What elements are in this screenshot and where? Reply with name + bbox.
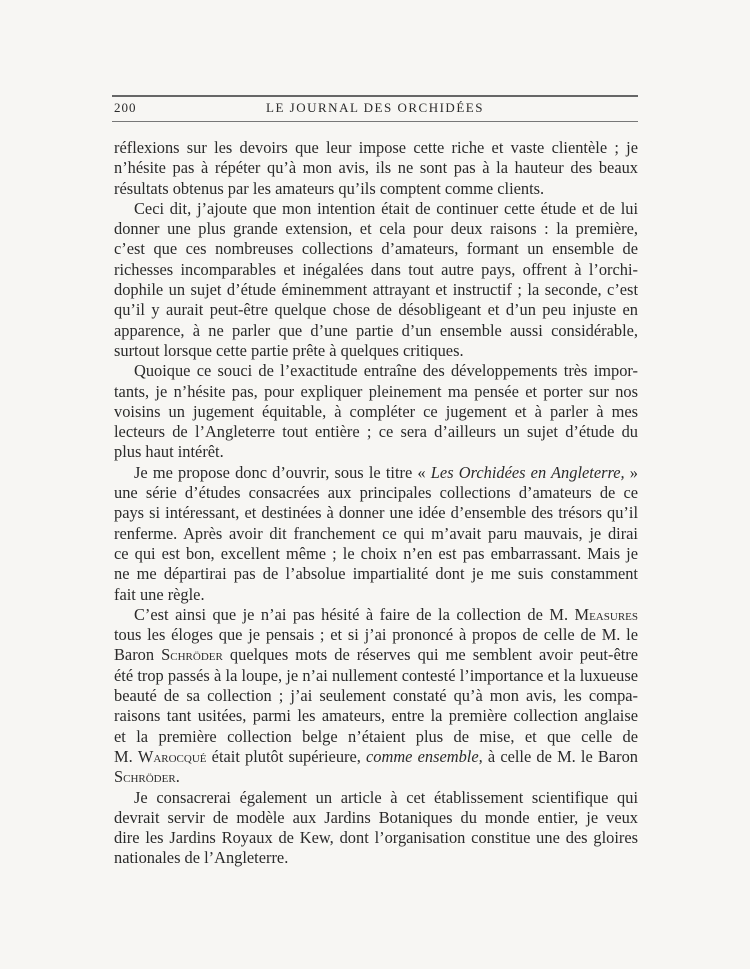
paragraph (114, 788, 638, 869)
running-title: LE JOURNAL DES ORCHIDÉES (266, 100, 484, 115)
article-body (114, 138, 638, 869)
text-segment: Je me propose donc d’ouvrir, sous le titre « (134, 462, 431, 482)
text-line: c’est que ces nombreuses collections d’amateurs, formant un ensemble de (114, 239, 638, 259)
text-segment: à celle de M. le Baron (482, 746, 638, 766)
text-line: nationales de l’Angleterre. (114, 848, 289, 868)
text-line: plus haut intérêt. (114, 442, 224, 462)
text-segment: quelques mots de réserves qui me semblent avoir peut-être (222, 645, 639, 665)
text-line: réflexions sur les devoirs que leur impose cette riche et vaste clientèle ; je (114, 138, 638, 157)
text-line: Ceci dit, j’ajoute que mon intention était de continuer cette étude et de lui (134, 198, 638, 218)
text-line: renferme. Après avoir dit franchement ce qui m’avait paru mauvais, je dirai (114, 523, 638, 543)
text-line: apparence, à ne parler que d’une partie d’un ensemble aussi considérable, (114, 320, 638, 340)
text-line: et la première collection belge n’étaient plus de mise, et que celle de (114, 726, 638, 746)
text-line (114, 605, 638, 625)
text-line: Je consacrerai également un article à cet établissement scientifique qui (134, 787, 638, 807)
text-line: surtout lorsque cette partie prête à quelques critiques. (114, 340, 464, 360)
page-number: 200 (114, 100, 137, 115)
small-caps-name: Measures (574, 604, 638, 624)
text-line: dire les Jardins Royaux de Kew, dont l’organisation constitue une des gloires (114, 828, 638, 848)
text-segment: était plutôt supérieure, (206, 746, 367, 766)
text-line: qu’il y aurait peut-être quelque chose de désobligeant et d’un peu injuste en (114, 300, 638, 320)
text-line (114, 463, 638, 483)
paragraph (114, 199, 638, 361)
text-line: voisins un jugement équitable, à compléter ce jugement et à parler à mes (114, 401, 638, 421)
text-line: raisons tant usitées, parmi les amateurs, entre la première collection anglaise (114, 706, 638, 726)
text-line: tous les éloges que je pensais ; et si j’ai prononcé à propos de celle de M. le (114, 625, 638, 645)
text-line: ce qui est bon, excellent même ; le choix n’en est pas embarrassant. Mais je (114, 543, 638, 563)
text-line: lecteurs de l’Angleterre tout entière ; ce sera d’ailleurs un sujet d’étude du (114, 422, 638, 442)
text-segment: C’est ainsi que je n’ai pas hésité à faire de la collection de M. (134, 604, 575, 624)
header-rule-bottom (112, 121, 638, 122)
text-segment: Baron (114, 645, 162, 665)
text-line: Quoique ce souci de l’exactitude entraîne des développements très impor- (134, 361, 638, 381)
text-line: été trop passés à la loupe, je n’ai nullement contesté l’importance et la luxueuse (114, 665, 638, 685)
text-segment: » (624, 462, 639, 482)
text-line (114, 747, 638, 767)
text-line (114, 767, 638, 787)
text-line: tants, je n’hésite pas, pour expliquer pleinement ma pensée et porter sur nos (114, 381, 638, 401)
paragraph (114, 138, 638, 199)
text-line: devrait servir de modèle aux Jardins Botaniques du monde entier, je veux (114, 807, 638, 827)
text-line: pays si intéressant, et destinées à donner une idée d’ensemble des trésors qu’il (114, 503, 638, 523)
italic-text: comme ensemble, (366, 746, 483, 766)
header-rule-top (112, 95, 638, 97)
paragraph (114, 463, 638, 605)
text-line: une série d’études consacrées aux principales collections d’amateurs de ce (114, 483, 638, 503)
paragraph (114, 605, 638, 788)
text-line: dophile un sujet d’étude éminemment attrayant et instructif ; la seconde, c’est (114, 280, 638, 300)
small-caps-name: Warocqué (137, 746, 207, 766)
text-segment: . (175, 767, 180, 787)
text-line (114, 645, 638, 665)
text-line: n’hésite pas à répéter qu’à mon avis, ils ne sont pas à la hauteur des beaux (114, 158, 638, 178)
text-line: beauté de sa collection ; j’ai seulement constaté qu’à mon avis, les compa- (114, 686, 638, 706)
text-line: fait une règle. (114, 584, 205, 604)
text-line: ne me départirai pas de l’absolue impartialité dont je me suis constamment (114, 564, 638, 584)
text-line: richesses incomparables et inégalées dans tout autre pays, offrent à l’orchi- (114, 259, 638, 279)
small-caps-name: Schröder (161, 645, 223, 665)
paragraph (114, 361, 638, 462)
italic-text: Les Orchidées en Angleterre, (430, 462, 625, 482)
text-line: donner une plus grande extension, et cela pour deux raisons : la première, (114, 219, 638, 239)
text-line: résultats obtenus par les amateurs qu’ils comptent comme clients. (114, 178, 545, 198)
small-caps-name: Schröder (114, 767, 176, 787)
text-segment: M. (114, 746, 138, 766)
